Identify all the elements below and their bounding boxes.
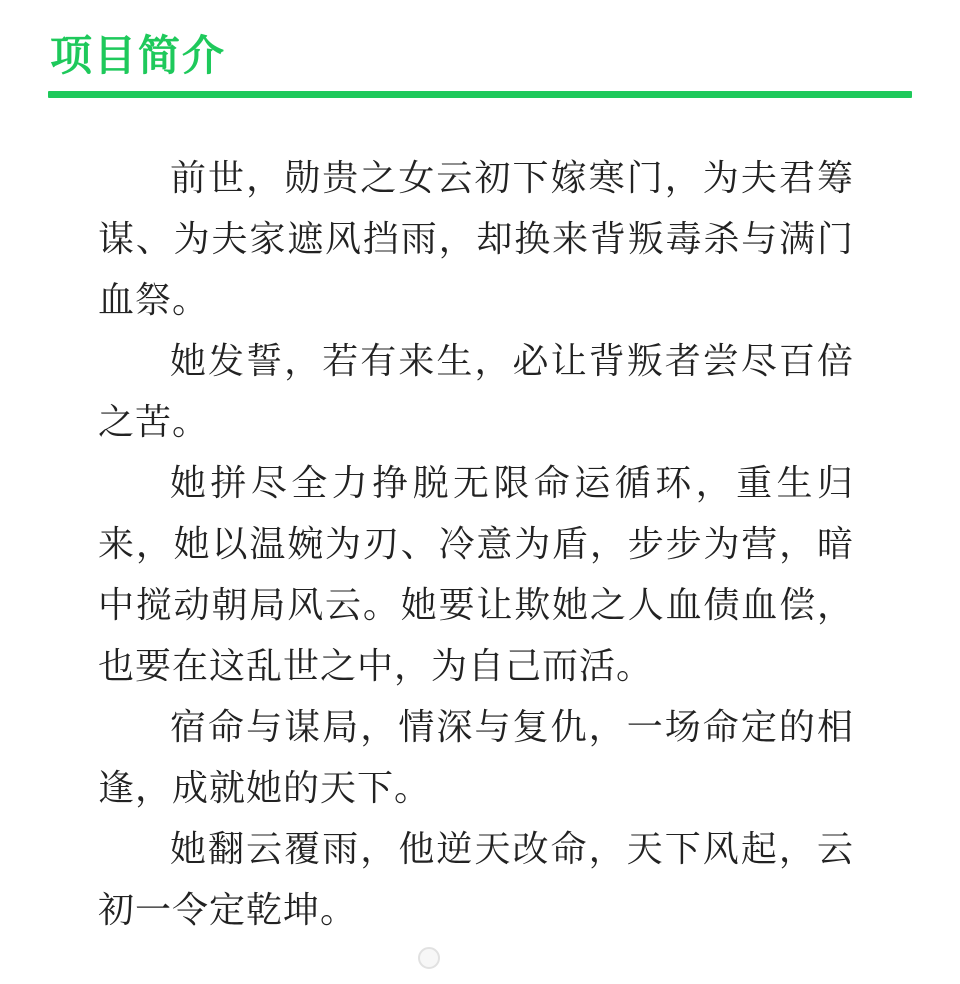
synopsis-paragraph: 她翻云覆雨，他逆天改命，天下风起，云初一令定乾坤。: [98, 829, 854, 931]
synopsis-body: [98, 148, 854, 941]
synopsis-paragraph: 宿命与谋局，情深与复仇，一场命定的相逢，成就她的天下。: [98, 707, 854, 809]
synopsis-paragraph: 她发誓，若有来生，必让背叛者尝尽百倍之苦。: [98, 341, 854, 443]
weibo-watermark-icon: [418, 947, 440, 969]
watermark: [418, 944, 444, 972]
synopsis-paragraph: 前世，勋贵之女云初下嫁寒门，为夫君筹谋、为夫家遮风挡雨，却换来背叛毒杀与满门血祭。: [98, 158, 854, 321]
synopsis-paragraph: 她拼尽全力挣脱无限命运循环，重生归来，她以温婉为刃、冷意为盾，步步为营，暗中搅动朝局风云。她要让欺她之人血债血偿，也要在这乱世之中，为自己而活。: [98, 463, 854, 687]
title-underline: [48, 91, 912, 98]
section-title: 项目简介: [50, 31, 227, 80]
